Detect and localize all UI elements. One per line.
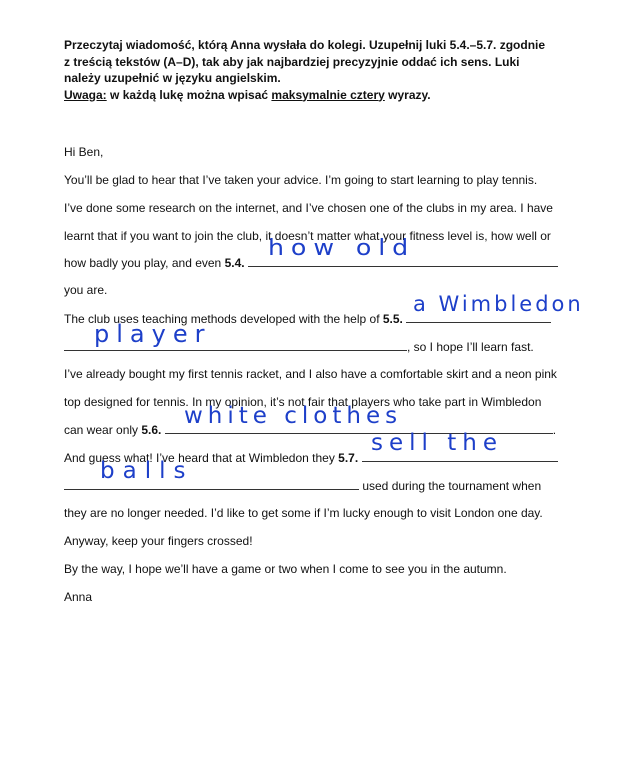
task-instructions [64,37,564,103]
letter-line-9: top designed for tennis. In my opinion, it’s not fair that players who take part in Wimbledon [64,395,542,409]
letter-line-6-text: The club uses teaching methods developed with the help of [64,312,383,326]
answer-5-5-part-2: player [94,320,212,348]
instructions-line-2: z treścią tekstów (A–D), tak aby jak najbardziej precyzyjnie oddać ich sens. Luki [64,54,520,69]
instructions-line-1: Przeczytaj wiadomość, którą Anna wysłała do kolegi. Uzupełnij luki 5.4.–5.7. zgodnie [64,38,546,52]
answer-5-4: how old [268,236,416,261]
gap-5-6-label: 5.6. [141,423,162,437]
answer-5-7-part-2: balls [100,458,194,484]
letter-line-7-text: , so I hope I’ll learn fast. [407,340,534,354]
letter-line-13: they are no longer needed. I’d like to get some if I’m lucky enough to visit London one day. [64,506,543,520]
note-mid: w każdą lukę można wpisać [106,87,272,102]
instructions-note [64,87,564,104]
instructions-line-3: należy uzupełnić w języku angielskim. [64,71,281,85]
note-end: wyrazy. [384,87,431,102]
letter-line-2: I’ve done some research on the internet, and I’ve chosen one of the clubs in my area. I have [64,201,553,215]
letter-line-1: You’ll be glad to hear that I’ve taken your advice. I’m going to start learning to play tennis. [64,173,538,187]
letter-line-10-end: . [552,423,557,437]
letter-line-10-text: can wear only [64,423,142,437]
answer-5-7-part-1: sell the [371,430,503,456]
gap-5-7-label: 5.7. [338,451,359,465]
letter-line-11-text: And guess what! I’ve heard that at Wimbledon they [64,451,339,465]
letter-line-15: By the way, I hope we’ll have a game or two when I come to see you in the autumn. [64,562,507,576]
letter-greeting: Hi Ben, [64,145,104,159]
gap-5-4-label: 5.4. [224,256,245,270]
letter-line-5: you are. [64,283,108,297]
note-label: Uwaga: [64,87,107,102]
letter-line-14: Anyway, keep your fingers crossed! [64,534,253,548]
letter-line-3: learnt that if you want to join the club, it doesn’t matter what your fitness level is, how well or [64,229,551,243]
letter-line-8: I’ve already bought my first tennis racket, and I also have a comfortable skirt and a neon pink [64,367,557,381]
letter-line-4-text: how badly you play, and even [64,256,225,270]
answer-5-6: white clothes [184,403,403,429]
gap-5-5-label: 5.5. [382,312,403,326]
answer-5-5-part-1: a Wimbledon [413,292,584,316]
letter-signature: Anna [64,590,93,604]
letter-line-12-text: used during the tournament when [359,479,542,493]
note-emphasis: maksymalnie cztery [271,87,385,102]
